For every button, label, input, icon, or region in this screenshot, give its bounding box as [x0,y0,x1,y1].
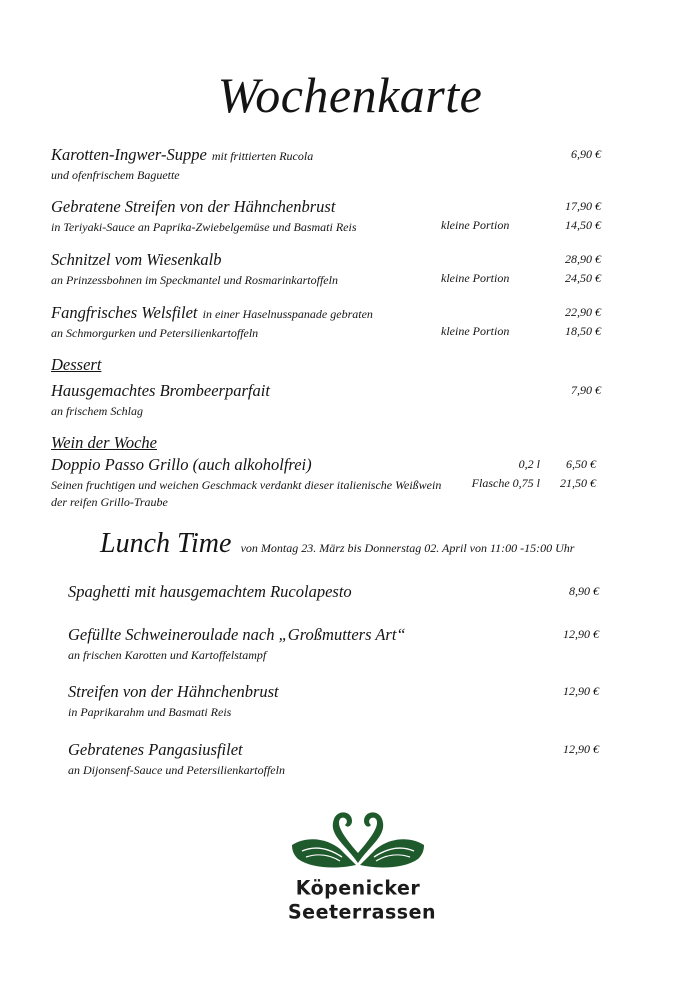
item-price: 17,90 € [565,199,601,213]
menu-item-schnitzel [51,250,601,286]
item-price: 28,90 € [565,252,601,266]
lunch-item-haehnchenbrust [68,682,599,718]
item-name: Doppio Passo Grillo (auch alkoholfrei) [51,455,312,474]
lunch-item-spaghetti [68,582,599,601]
item-description: an Dijonsenf-Sauce und Petersilienkartoffeln [68,763,285,777]
item-name: Spaghetti mit hausgemachtem Rucolapesto [68,582,352,601]
item-price: 8,90 € [569,584,599,598]
lunch-item-pangasiusfilet [68,740,599,776]
item-name-suffix: mit frittierten Rucola [211,149,314,163]
menu-item-welsfilet [51,303,601,339]
restaurant-logo [288,805,437,925]
glass-quantity: 0,2 l [518,457,540,471]
dessert-heading: Dessert [51,355,102,374]
bottle-quantity: Flasche 0,75 l [471,476,540,490]
item-name: Streifen von der Hähnchenbrust [68,682,279,701]
swan-heart-icon [288,805,428,873]
item-name: Schnitzel vom Wiesenkalb [51,250,222,269]
item-description: an Prinzessbohnen im Speckmantel und Rosmarinkartoffeln [51,273,338,287]
menu-item-wine [51,455,596,508]
item-name: Gebratene Streifen von der Hähnchenbrust [51,197,336,216]
small-portion-price: 18,50 € [565,324,601,338]
wine-description-line-2: der reifen Grillo-Traube [51,495,168,509]
item-price: 12,90 € [563,684,599,698]
item-description: an frischem Schlag [51,404,143,418]
item-name-suffix: in einer Haselnusspanade gebraten [202,307,373,321]
item-description: an Schmorgurken und Petersilienkartoffeln [51,326,259,340]
item-price: 6,90 € [571,147,601,161]
item-description: in Paprikarahm und Basmati Reis [68,705,232,719]
logo-line-2: Seeterrassen [288,900,437,924]
lunch-heading [100,528,574,560]
bottle-price: 21,50 € [560,476,596,490]
menu-item-haehnchenbrust [51,197,601,233]
menu-item-brombeerparfait [51,381,601,417]
item-name: Gebratenes Pangasiusfilet [68,740,243,759]
item-name: Gefüllte Schweineroulade nach „Großmutters Art“ [68,625,406,644]
logo-line-1: Köpenicker [295,876,421,900]
small-portion-label: kleine Portion [441,324,510,338]
small-portion-price: 24,50 € [565,271,601,285]
glass-price: 6,50 € [566,457,596,471]
item-name: Karotten-Ingwer-Suppe [51,145,207,164]
item-description: und ofenfrischem Baguette [51,168,180,182]
item-price: 22,90 € [565,305,601,319]
wine-heading: Wein der Woche [51,433,158,452]
item-description: an frischen Karotten und Kartoffelstampf [68,648,267,662]
small-portion-price: 14,50 € [565,218,601,232]
swan-right-icon [358,812,424,867]
swan-left-icon [292,812,358,867]
lunch-item-schweineroulade [68,625,599,661]
lunch-dates: von Montag 23. März bis Donnerstag 02. April von 11:00 -15:00 Uhr [240,541,575,555]
item-description: in Teriyaki-Sauce an Paprika-Zwiebelgemüse und Basmati Reis [51,220,357,234]
item-price: 12,90 € [563,627,599,641]
lunch-title: Lunch Time [100,528,232,559]
item-price: 12,90 € [563,742,599,756]
item-name: Hausgemachtes Brombeerparfait [51,381,270,400]
item-price: 7,90 € [571,383,601,397]
menu-item-karotten-suppe [51,145,601,181]
small-portion-label: kleine Portion [441,218,510,232]
small-portion-label: kleine Portion [441,271,510,285]
item-name: Fangfrisches Welsfilet [51,303,198,322]
page-title: Wochenkarte [217,67,483,123]
wine-description-line-1: Seinen fruchtigen und weichen Geschmack verdankt dieser italienische Weißwein [51,478,442,492]
